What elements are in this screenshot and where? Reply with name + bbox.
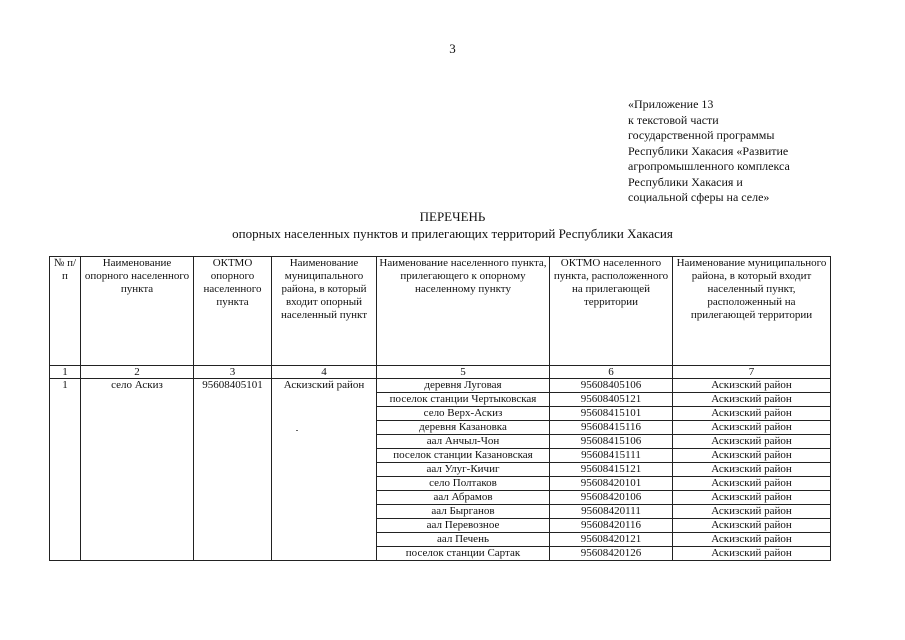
adjacent-district: Аскизский район (673, 491, 831, 505)
adjacent-district: Аскизский район (673, 533, 831, 547)
main-oktmo: 95608405101 (194, 379, 272, 561)
header-row (50, 257, 831, 366)
adjacent-oktmo: 95608420101 (550, 477, 673, 491)
appendix-line: Республики Хакасия и (628, 174, 743, 189)
appendix-note (628, 97, 790, 206)
main-settlement: село Аскиз (81, 379, 194, 561)
adjacent-district: Аскизский район (673, 477, 831, 491)
header-cell: № п/п (50, 257, 81, 366)
adjacent-oktmo: 95608415106 (550, 435, 673, 449)
adjacent-oktmo: 95608420106 (550, 491, 673, 505)
column-number: 2 (81, 366, 194, 379)
column-number: 5 (377, 366, 550, 379)
adjacent-oktmo: 95608415101 (550, 407, 673, 421)
adjacent-district: Аскизский район (673, 393, 831, 407)
column-number: 6 (550, 366, 673, 379)
header-cell: ОКТМО опорного населенного пункта (194, 257, 272, 366)
document-title (0, 208, 905, 242)
header-cell: Наименование опорного населенного пункта (81, 257, 194, 366)
adjacent-oktmo: 95608420121 (550, 533, 673, 547)
adjacent-district: Аскизский район (673, 407, 831, 421)
column-number-row (50, 366, 831, 379)
header-cell: Наименование муниципального района, в который входит населенный пункт, расположенный на прилегающей территории (673, 257, 831, 366)
adjacent-name: село Верх-Аскиз (377, 407, 550, 421)
adjacent-district: Аскизский район (673, 449, 831, 463)
adjacent-oktmo: 95608415111 (550, 449, 673, 463)
adjacent-name: аал Улуг-Кичиг (377, 463, 550, 477)
title-heading: ПЕРЕЧЕНЬ (419, 209, 486, 224)
header-cell: ОКТМО населенного пункта, расположенного на прилегающей территории (550, 257, 673, 366)
adjacent-name: деревня Луговая (377, 379, 550, 393)
adjacent-oktmo: 95608405106 (550, 379, 673, 393)
row-number: 1 (50, 379, 81, 561)
column-number: 1 (50, 366, 81, 379)
scan-speck (296, 430, 298, 431)
appendix-line: агропромышленного комплекса (628, 159, 790, 173)
adjacent-name: аал Абрамов (377, 491, 550, 505)
adjacent-district: Аскизский район (673, 379, 831, 393)
adjacent-oktmo: 95608420111 (550, 505, 673, 519)
main-district: Аскизский район (272, 379, 377, 561)
adjacent-oktmo: 95608420126 (550, 547, 673, 561)
adjacent-district: Аскизский район (673, 519, 831, 533)
table-row (50, 379, 831, 393)
adjacent-oktmo: 95608420116 (550, 519, 673, 533)
adjacent-name: деревня Казановка (377, 421, 550, 435)
adjacent-name: поселок станции Чертыковская (377, 393, 550, 407)
adjacent-name: аал Бырганов (377, 505, 550, 519)
adjacent-district: Аскизский район (673, 547, 831, 561)
appendix-line: «Приложение 13 (628, 97, 714, 111)
header-cell: Наименование населенного пункта, прилегающего к опорному населенному пункту (377, 257, 550, 366)
appendix-line: к текстовой части (628, 112, 719, 127)
appendix-line: социальной сферы на селе» (628, 190, 770, 204)
adjacent-name: село Полтаков (377, 477, 550, 491)
adjacent-oktmo: 95608415121 (550, 463, 673, 477)
adjacent-district: Аскизский район (673, 435, 831, 449)
adjacent-oktmo: 95608405121 (550, 393, 673, 407)
adjacent-name: поселок станции Сартак (377, 547, 550, 561)
adjacent-name: аал Печень (377, 533, 550, 547)
column-number: 3 (194, 366, 272, 379)
header-cell: Наименование муниципального района, в который входит опорный населенный пункт (272, 257, 377, 366)
column-number: 7 (673, 366, 831, 379)
title-subheading: опорных населенных пунктов и прилегающих территорий Республики Хакасия (232, 226, 673, 241)
adjacent-name: поселок станции Казановская (377, 449, 550, 463)
adjacent-name: аал Анчыл-Чон (377, 435, 550, 449)
appendix-line: государственной программы (628, 128, 775, 142)
adjacent-district: Аскизский район (673, 463, 831, 477)
adjacent-name: аал Перевозное (377, 519, 550, 533)
adjacent-district: Аскизский район (673, 505, 831, 519)
page-number: 3 (449, 41, 456, 56)
adjacent-oktmo: 95608415116 (550, 421, 673, 435)
adjacent-district: Аскизский район (673, 421, 831, 435)
column-number: 4 (272, 366, 377, 379)
settlements-table (49, 256, 831, 561)
appendix-line: Республики Хакасия «Развитие (628, 143, 789, 158)
